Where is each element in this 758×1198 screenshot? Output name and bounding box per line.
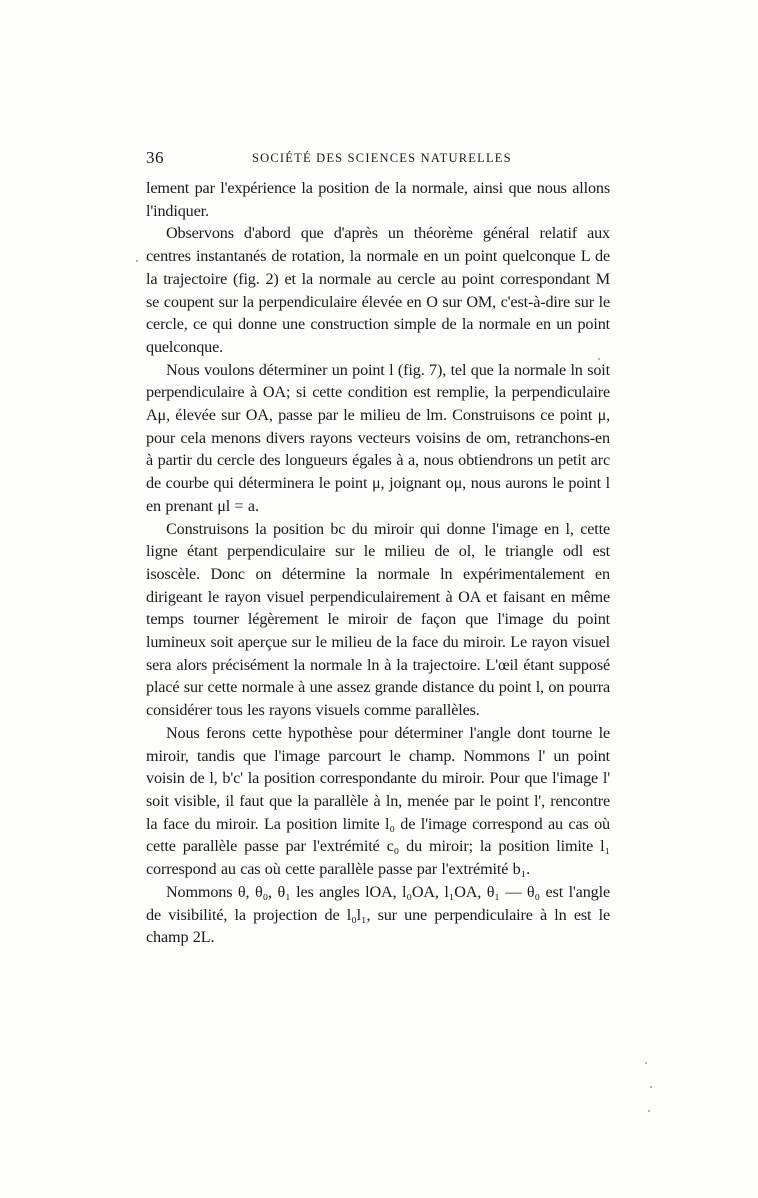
paragraph: Nous ferons cette hypothèse pour déterminer l'angle dont tourne le miroir, tandis que l'image parcourt le champ. Nommons l' un point voisin de l, b'c' la position correspondante du miroir. Pour que l'image l' soit visible, il faut que la parallèle à ln, menée par le point l', rencontre la face du miroir. La position limite l₀ de l'image correspond au cas où cette parallèle passe par l'extrémité c₀ du miroir; la position limite l₁ correspond au cas où cette parallèle passe par l'extrémité b₁. bbox=[146, 723, 610, 879]
paragraph: Nous voulons déterminer un point l (fig. 7), tel que la normale ln soit perpendiculaire à OA; si cette condition est remplie, la perpendiculaire Aμ, élevée sur OA, passe par le milieu de lm. Construisons ce point μ, pour cela menons divers rayons vecteurs voisins de om, retranchons-en à partir du cercle des longueurs égales à a, nous obtiendrons un petit arc de courbe qui déterminera le point μ, joignant oμ, nous aurons le point l en prenant μl = a. bbox=[146, 360, 610, 515]
page-number: 36 bbox=[146, 148, 164, 167]
running-title: SOCIÉTÉ DES SCIENCES NATURELLES bbox=[252, 151, 512, 165]
paragraph: Construisons la position bc du miroir qui donne l'image en l, cette ligne étant perpendiculaire sur le milieu de ol, le triangle odl est isoscèle. Donc on détermine la normale ln expérimentalement en dirigeant le rayon visuel perpendiculairement à OA et faisant en même temps tourner légèrement le miroir de façon que l'image du point lumineux soit aperçue sur le milieu de la face du miroir. Le rayon visuel sera alors précisément la normale ln à la trajectoire. L'œil étant supposé placé sur cette normale à une assez grande distance du point l, on pourra considérer tous les rayons visuels comme parallèles. bbox=[146, 519, 610, 720]
paragraph: Observons d'abord que d'après un théorème général relatif aux centres instantanés de rotation, la normale en un point quelconque L de la trajectoire (fig. 2) et la normale au cercle au point correspondant M se coupent sur la perpendiculaire élevée en O sur OM, c'est-à-dire sur le cercle, ce qui donne une construction simple de la normale en un point quelconque. bbox=[146, 224, 610, 356]
scan-speck bbox=[598, 358, 600, 360]
scan-speck bbox=[645, 1062, 647, 1064]
scan-speck bbox=[648, 1110, 650, 1112]
paragraph-continuation: lement par l'expérience la position de la normale, ainsi que nous allons l'indiquer. bbox=[146, 179, 610, 220]
page-header bbox=[146, 148, 610, 172]
paragraph: Nommons θ, θ₀, θ₁ les angles lOA, l₀OA, l₁OA, θ₁ — θ₀ est l'angle de visibilité, la projection de l₀l₁, sur une perpendiculaire à ln est le champ 2L. bbox=[146, 882, 610, 947]
scan-speck bbox=[136, 260, 138, 262]
body-text bbox=[146, 177, 610, 949]
scan-speck bbox=[650, 1086, 652, 1088]
